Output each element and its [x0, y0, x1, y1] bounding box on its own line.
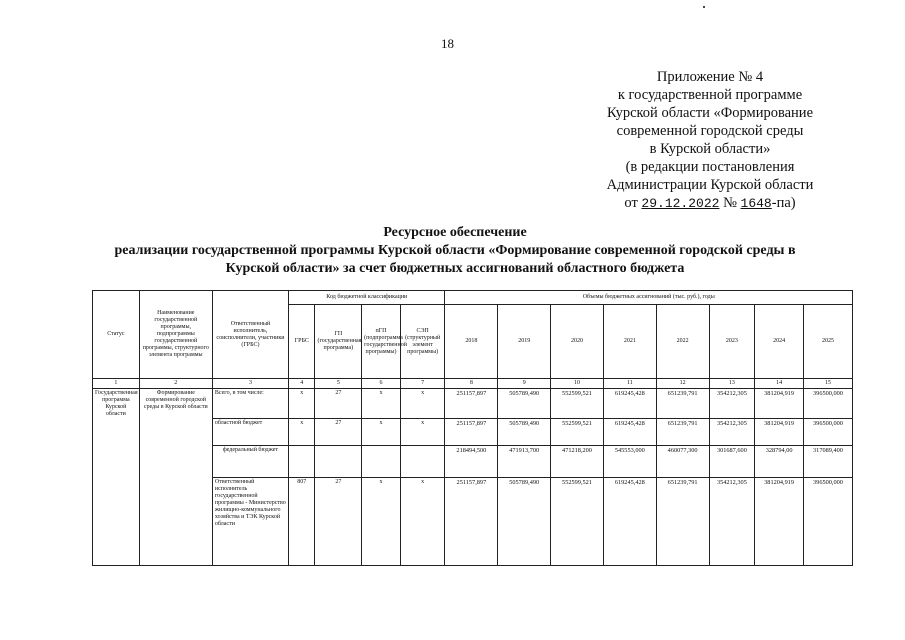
appendix-line: в Курской области»: [649, 141, 771, 157]
header-executor: Ответственный исполнитель, соисполнители, участники (ГРБС): [212, 291, 288, 379]
column-number-row: [93, 379, 853, 389]
column-number: 2: [139, 379, 212, 389]
column-number: 13: [709, 379, 755, 389]
sep-cell: [400, 446, 445, 478]
column-number: 1: [93, 379, 140, 389]
header-gp: ГП (государственная программа): [315, 305, 362, 379]
value-cell: 328794,00: [755, 446, 804, 478]
gp-cell: 27: [315, 478, 362, 566]
document-title: [60, 224, 850, 278]
value-cell: 251157,897: [445, 419, 498, 446]
grbs-cell: 807: [289, 478, 315, 566]
executor-cell: федеральный бюджет: [212, 446, 288, 478]
value-cell: 354212,305: [709, 389, 755, 419]
column-number: 4: [289, 379, 315, 389]
value-cell: 471913,700: [498, 446, 551, 478]
value-cell: 552599,521: [551, 419, 604, 446]
appendix-block: [560, 68, 860, 213]
header-code-group: Код бюджетной классификации: [289, 291, 445, 305]
sep-cell: x: [400, 419, 445, 446]
value-cell: 471218,200: [551, 446, 604, 478]
executor-cell: областной бюджет: [212, 419, 288, 446]
header-year: 2018: [445, 305, 498, 379]
value-cell: 381204,919: [755, 419, 804, 446]
value-cell: 505789,490: [498, 419, 551, 446]
value-cell: 396500,000: [804, 389, 853, 419]
header-grbs: ГРБС: [289, 305, 315, 379]
value-cell: 460077,300: [656, 446, 709, 478]
value-cell: 552599,521: [551, 389, 604, 419]
column-number: 3: [212, 379, 288, 389]
value-cell: 651239,791: [656, 478, 709, 566]
header-year: 2020: [551, 305, 604, 379]
column-number: 12: [656, 379, 709, 389]
appendix-line: современной городской среды: [616, 123, 804, 139]
value-cell: 619245,428: [603, 389, 656, 419]
value-cell: 301687,600: [709, 446, 755, 478]
grbs-cell: x: [289, 389, 315, 419]
value-cell: 354212,305: [709, 478, 755, 566]
header-volume-group: Объемы бюджетных ассигнований (тыс. руб.), годы: [445, 291, 853, 305]
value-cell: 619245,428: [603, 478, 656, 566]
appendix-line: (в редакции постановления: [625, 159, 795, 175]
grbs-cell: [289, 446, 315, 478]
header-status: Статус: [93, 291, 140, 379]
value-cell: 317089,400: [804, 446, 853, 478]
status-cell: Государственная программа Курской области: [93, 389, 140, 566]
value-cell: 505789,490: [498, 478, 551, 566]
value-cell: 505789,490: [498, 389, 551, 419]
column-number: 5: [315, 379, 362, 389]
value-cell: 251157,897: [445, 478, 498, 566]
executor-cell: Ответственный исполнитель государственной программы - Министерство жилищно-коммунального хозяйства и ТЭК Курской области: [212, 478, 288, 566]
value-cell: 545553,000: [603, 446, 656, 478]
approval-date: 29.12.2022: [641, 196, 720, 211]
header-name: Наименование государственной программы, подпрограммы государственной программы, структурного элемента программы: [139, 291, 212, 379]
header-year: 2019: [498, 305, 551, 379]
appendix-line: Курской области «Формирование: [606, 105, 814, 121]
value-cell: 396500,000: [804, 478, 853, 566]
appendix-line: к государственной программе: [617, 87, 803, 103]
appendix-line: Приложение № 4: [656, 69, 764, 85]
value-cell: 651239,791: [656, 419, 709, 446]
sep-cell: x: [400, 389, 445, 419]
value-cell: 651239,791: [656, 389, 709, 419]
scan-speck: [703, 6, 705, 8]
approval-line: [560, 194, 860, 213]
header-year: 2023: [709, 305, 755, 379]
program-name-cell: Формирование современной городской среды в Курской области: [139, 389, 212, 566]
value-cell: 354212,305: [709, 419, 755, 446]
column-number: 10: [551, 379, 604, 389]
gp-cell: 27: [315, 389, 362, 419]
value-cell: 381204,919: [755, 389, 804, 419]
value-cell: 381204,919: [755, 478, 804, 566]
value-cell: 619245,428: [603, 419, 656, 446]
value-cell: 251157,897: [445, 389, 498, 419]
header-year: 2025: [804, 305, 853, 379]
column-number: 7: [400, 379, 445, 389]
column-number: 6: [362, 379, 401, 389]
title-line: Ресурсное обеспечение: [383, 225, 527, 240]
pgp-cell: x: [362, 389, 401, 419]
column-number: 15: [804, 379, 853, 389]
appendix-line: Администрации Курской области: [606, 177, 814, 193]
header-row: [93, 291, 853, 305]
grbs-cell: x: [289, 419, 315, 446]
header-year: 2021: [603, 305, 656, 379]
number-suffix: -па): [771, 195, 796, 211]
title-line: реализации государственной программы Курской области «Формирование современной городской среды в: [114, 243, 796, 258]
title-line: Курской области» за счет бюджетных ассигнований областного бюджета: [225, 261, 685, 276]
executor-cell: Всего, в том числе:: [212, 389, 288, 419]
column-number: 11: [603, 379, 656, 389]
header-year: 2022: [656, 305, 709, 379]
value-cell: 552599,521: [551, 478, 604, 566]
header-sep: СЭП (структурный элемент программы): [400, 305, 445, 379]
gp-cell: [315, 446, 362, 478]
gp-cell: 27: [315, 419, 362, 446]
page-number: 18: [441, 36, 454, 51]
date-prefix: от: [624, 195, 638, 211]
approval-number: 1648: [740, 196, 772, 211]
table-row: [93, 389, 853, 419]
pgp-cell: [362, 446, 401, 478]
column-number: 9: [498, 379, 551, 389]
number-prefix: №: [723, 195, 737, 211]
header-year: 2024: [755, 305, 804, 379]
sep-cell: x: [400, 478, 445, 566]
value-cell: 396500,000: [804, 419, 853, 446]
pgp-cell: x: [362, 478, 401, 566]
pgp-cell: x: [362, 419, 401, 446]
header-pgp: пГП (подпрограмма государственной программы): [362, 305, 401, 379]
value-cell: 218494,500: [445, 446, 498, 478]
budget-table: [92, 290, 853, 566]
column-number: 8: [445, 379, 498, 389]
column-number: 14: [755, 379, 804, 389]
